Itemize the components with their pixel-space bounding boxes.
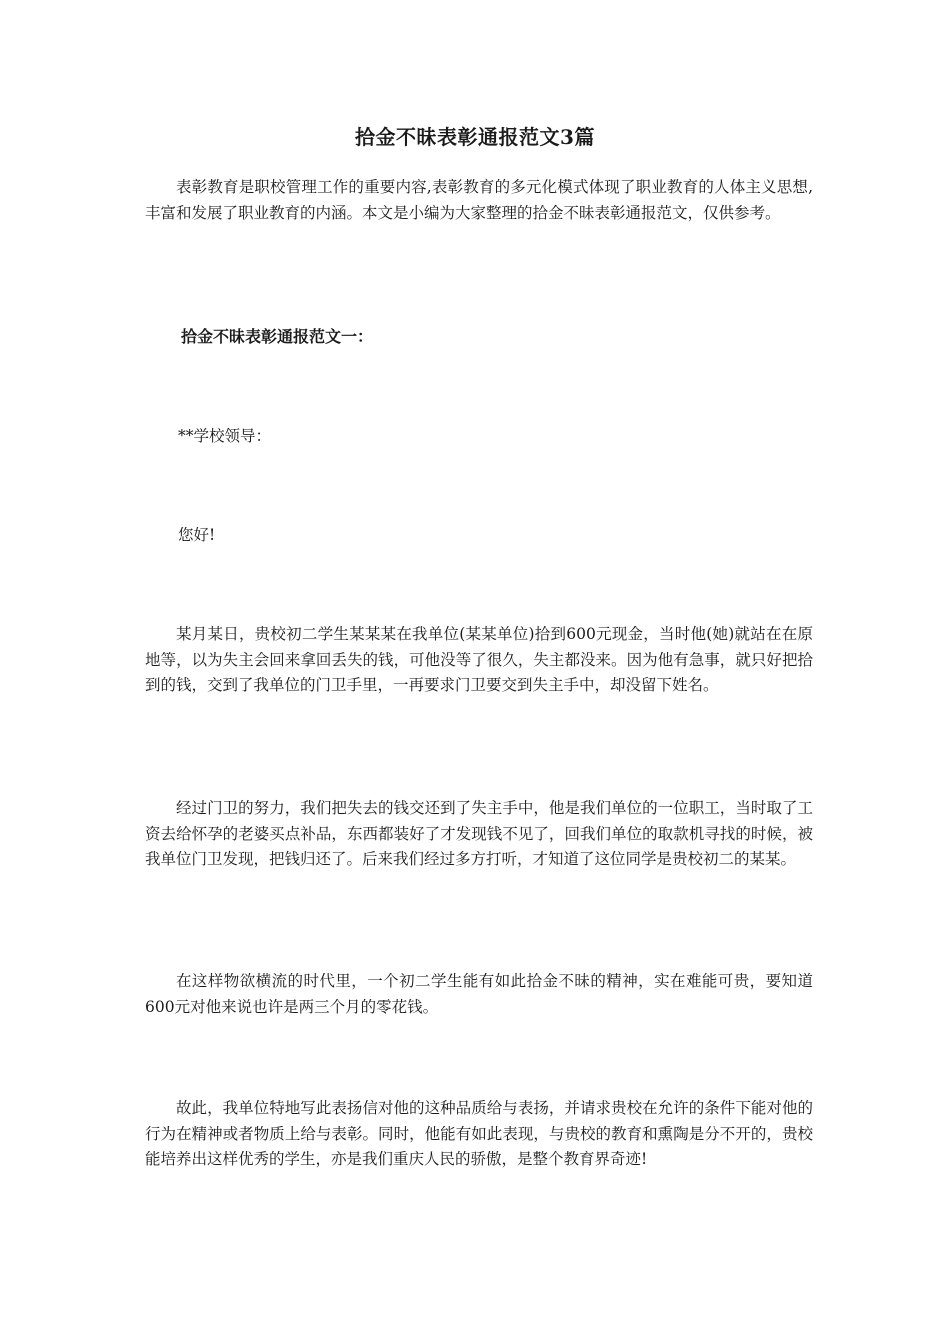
greeting: 您好!	[178, 526, 216, 544]
salutation: **学校领导：	[178, 427, 272, 445]
body-paragraph-4: 故此，我单位特地写此表扬信对他的这种品质给与表扬，并请求贵校在允许的条件下能对他的行为在精神或者物质上给与表彰。同时，他能有如此表现，与贵校的教育和熏陶是分不开的，贵校能培养出这样优秀的学生，亦是我们重庆人民的骄傲，是整个教育界奇迹!	[145, 1099, 813, 1168]
body-paragraph-2: 经过门卫的努力，我们把失去的钱交还到了失主手中，他是我们单位的一位职工，当时取了工资去给怀孕的老婆买点补品，东西都装好了才发现钱不见了，回我们单位的取款机寻找的时候，被我单位门卫发现，把钱归还了。后来我们经过多方打听，才知道了这位同学是贵校初二的某某。	[145, 799, 813, 868]
body-paragraph-1: 某月某日，贵校初二学生某某某在我单位(某某单位)拾到600元现金，当时他(她)就站在在原地等，以为失主会回来拿回丢失的钱，可他没等了很久，失主都没来。因为他有急事，就只好把拾到的钱，交到了我单位的门卫手里，一再要求门卫要交到失主手中，却没留下姓名。	[145, 625, 813, 694]
body-paragraph-3: 在这样物欲横流的时代里，一个初二学生能有如此拾金不昧的精神，实在难能可贵，要知道600元对他来说也许是两三个月的零花钱。	[145, 972, 813, 1016]
document-title: 拾金不昧表彰通报范文3篇	[355, 125, 595, 149]
section-heading: 拾金不昧表彰通报范文一：	[181, 327, 374, 346]
intro-paragraph: 表彰教育是职校管理工作的重要内容,表彰教育的多元化模式体现了职业教育的人体主义思想,丰富和发展了职业教育的内涵。本文是小编为大家整理的拾金不昧表彰通报范文，仅供参考。	[145, 178, 813, 222]
